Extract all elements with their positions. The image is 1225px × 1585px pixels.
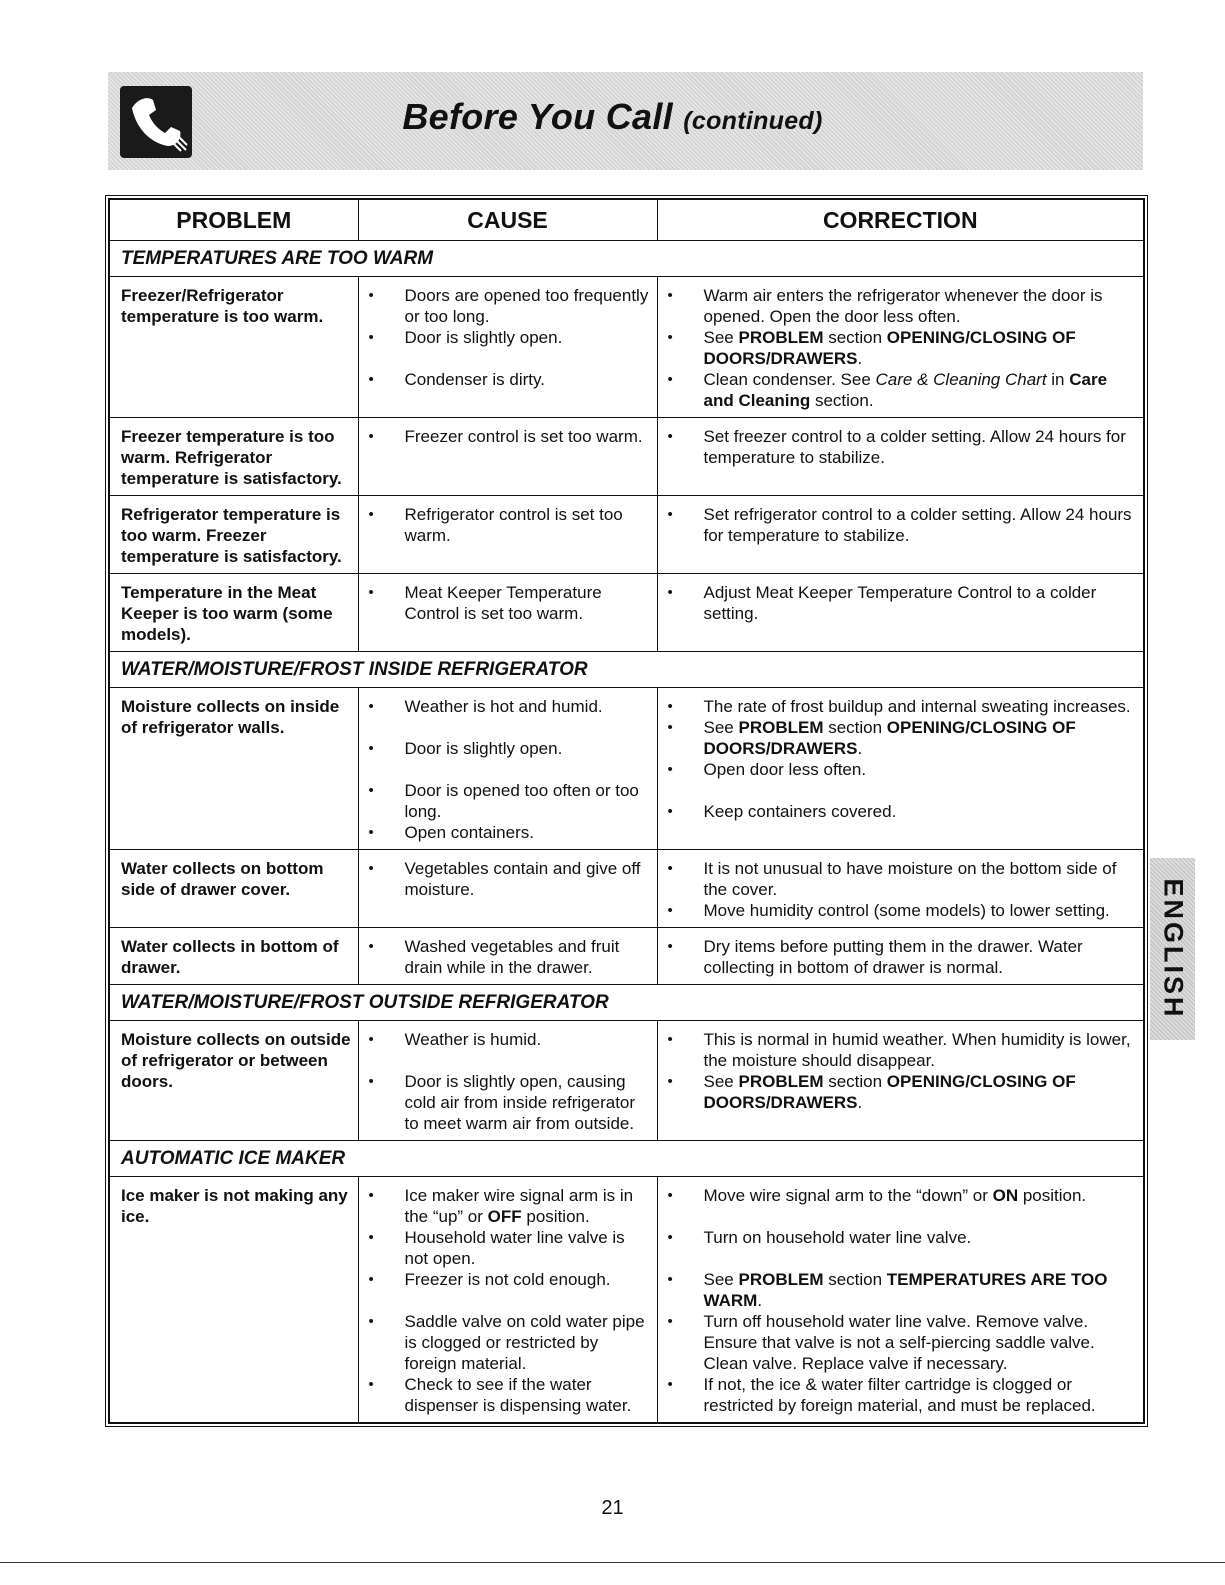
cause-item: • Freezer is not cold enough.: [359, 1269, 657, 1290]
language-tab: [1150, 858, 1195, 1040]
correction-item: • Move wire signal arm to the “down” or ON position.: [658, 1185, 1144, 1206]
page-number: 21: [601, 1497, 624, 1519]
problem-cell: Temperature in the Meat Keeper is too warm (some models).: [109, 574, 358, 652]
section-heading-row: [109, 652, 1144, 688]
cause-item: • Door is slightly open.: [359, 738, 657, 759]
page-title: [0, 96, 1225, 138]
cause-item: • Freezer control is set too warm.: [359, 426, 657, 447]
title-subtitle: (continued): [683, 107, 823, 135]
cause-item: • Condenser is dirty.: [359, 369, 657, 390]
problem-cell: Freezer temperature is too warm. Refrigerator temperature is satisfactory.: [109, 418, 358, 496]
correction-item: • See PROBLEM section TEMPERATURES ARE TOO WARM.: [658, 1269, 1144, 1311]
correction-cell: [657, 1021, 1144, 1141]
table-row: [109, 574, 1144, 652]
correction-item: • It is not unusual to have moisture on the bottom side of the cover.: [658, 858, 1144, 900]
correction-item: • Dry items before putting them in the drawer. Water collecting in bottom of drawer is normal.: [658, 936, 1144, 978]
cause-item: • Washed vegetables and fruit drain while in the drawer.: [359, 936, 657, 978]
problem-cell: Moisture collects on inside of refrigerator walls.: [109, 688, 358, 850]
correction-item: • This is normal in humid weather. When humidity is lower, the moisture should disappear.: [658, 1029, 1144, 1071]
table-row: [109, 1021, 1144, 1141]
cause-cell: [358, 574, 657, 652]
table-row: [109, 496, 1144, 574]
cause-item: • Door is slightly open.: [359, 327, 657, 348]
section-heading-row: [109, 241, 1144, 277]
problem-cell: Refrigerator temperature is too warm. Freezer temperature is satisfactory.: [109, 496, 358, 574]
column-header-problem: PROBLEM: [109, 199, 358, 241]
problem-cell: Water collects on bottom side of drawer cover.: [109, 850, 358, 928]
correction-item: • If not, the ice & water filter cartridge is clogged or restricted by foreign material, and must be replaced.: [658, 1374, 1144, 1416]
correction-cell: [657, 928, 1144, 985]
table-row: [109, 688, 1144, 850]
correction-item: • See PROBLEM section OPENING/CLOSING OF DOORS/DRAWERS.: [658, 717, 1144, 759]
table-row: [109, 277, 1144, 418]
cause-item: • Check to see if the water dispenser is dispensing water.: [359, 1374, 657, 1416]
problem-cell: Ice maker is not making any ice.: [109, 1177, 358, 1424]
cause-item: • Weather is hot and humid.: [359, 696, 657, 717]
cause-item: • Vegetables contain and give off moisture.: [359, 858, 657, 900]
table-header-row: [109, 199, 1144, 241]
correction-cell: [657, 574, 1144, 652]
cause-cell: [358, 688, 657, 850]
correction-cell: [657, 277, 1144, 418]
cause-cell: [358, 496, 657, 574]
correction-cell: [657, 496, 1144, 574]
section-heading: TEMPERATURES ARE TOO WARM: [109, 241, 1144, 277]
cause-item: • Door is opened too often or too long.: [359, 780, 657, 822]
problem-cell: Freezer/Refrigerator temperature is too warm.: [109, 277, 358, 418]
cause-item: • Saddle valve on cold water pipe is clogged or restricted by foreign material.: [359, 1311, 657, 1374]
correction-item: • Set refrigerator control to a colder setting. Allow 24 hours for temperature to stabilize.: [658, 504, 1144, 546]
correction-item: • Clean condenser. See Care & Cleaning Chart in Care and Cleaning section.: [658, 369, 1144, 411]
section-heading-row: [109, 1141, 1144, 1177]
cause-item: • Household water line valve is not open.: [359, 1227, 657, 1269]
correction-item: • Open door less often.: [658, 759, 1144, 780]
correction-item: • See PROBLEM section OPENING/CLOSING OF DOORS/DRAWERS.: [658, 327, 1144, 369]
cause-cell: [358, 418, 657, 496]
correction-item: • Keep containers covered.: [658, 801, 1144, 822]
language-tab-label: ENGLISH: [1158, 878, 1188, 1020]
cause-cell: [358, 277, 657, 418]
column-header-cause: CAUSE: [358, 199, 657, 241]
cause-item: • Meat Keeper Temperature Control is set too warm.: [359, 582, 657, 624]
cause-item: • Doors are opened too frequently or too long.: [359, 285, 657, 327]
cause-item: • Open containers.: [359, 822, 657, 843]
table-row: [109, 928, 1144, 985]
table-row: [109, 850, 1144, 928]
section-heading: WATER/MOISTURE/FROST OUTSIDE REFRIGERATOR: [109, 985, 1144, 1021]
section-heading-row: [109, 985, 1144, 1021]
correction-item: • Turn on household water line valve.: [658, 1227, 1144, 1248]
table-row: [109, 1177, 1144, 1424]
bottom-rule: [0, 1562, 1225, 1563]
cause-item: • Door is slightly open, causing cold air from inside refrigerator to meet warm air from outside.: [359, 1071, 657, 1134]
cause-item: • Weather is humid.: [359, 1029, 657, 1050]
correction-item: • The rate of frost buildup and internal sweating increases.: [658, 696, 1144, 717]
cause-item: • Ice maker wire signal arm is in the “up” or OFF position.: [359, 1185, 657, 1227]
correction-item: • Warm air enters the refrigerator whenever the door is opened. Open the door less often.: [658, 285, 1144, 327]
cause-cell: [358, 1177, 657, 1424]
table-row: [109, 418, 1144, 496]
correction-cell: [657, 418, 1144, 496]
section-heading: WATER/MOISTURE/FROST INSIDE REFRIGERATOR: [109, 652, 1144, 688]
problem-cell: Moisture collects on outside of refrigerator or between doors.: [109, 1021, 358, 1141]
cause-item: • Refrigerator control is set too warm.: [359, 504, 657, 546]
correction-item: • Move humidity control (some models) to lower setting.: [658, 900, 1144, 921]
title-main: Before You Call: [402, 96, 673, 137]
problem-cell: Water collects in bottom of drawer.: [109, 928, 358, 985]
correction-item: • Turn off household water line valve. Remove valve. Ensure that valve is not a self-piercing saddle valve. Clean valve. Replace valve if necessary.: [658, 1311, 1144, 1374]
correction-item: • See PROBLEM section OPENING/CLOSING OF DOORS/DRAWERS.: [658, 1071, 1144, 1113]
correction-item: • Adjust Meat Keeper Temperature Control to a colder setting.: [658, 582, 1144, 624]
troubleshooting-table: [108, 198, 1145, 1424]
correction-cell: [657, 850, 1144, 928]
correction-item: • Set freezer control to a colder setting. Allow 24 hours for temperature to stabilize.: [658, 426, 1144, 468]
correction-cell: [657, 1177, 1144, 1424]
column-header-correction: CORRECTION: [657, 199, 1144, 241]
cause-cell: [358, 928, 657, 985]
section-heading: AUTOMATIC ICE MAKER: [109, 1141, 1144, 1177]
cause-cell: [358, 850, 657, 928]
correction-cell: [657, 688, 1144, 850]
cause-cell: [358, 1021, 657, 1141]
